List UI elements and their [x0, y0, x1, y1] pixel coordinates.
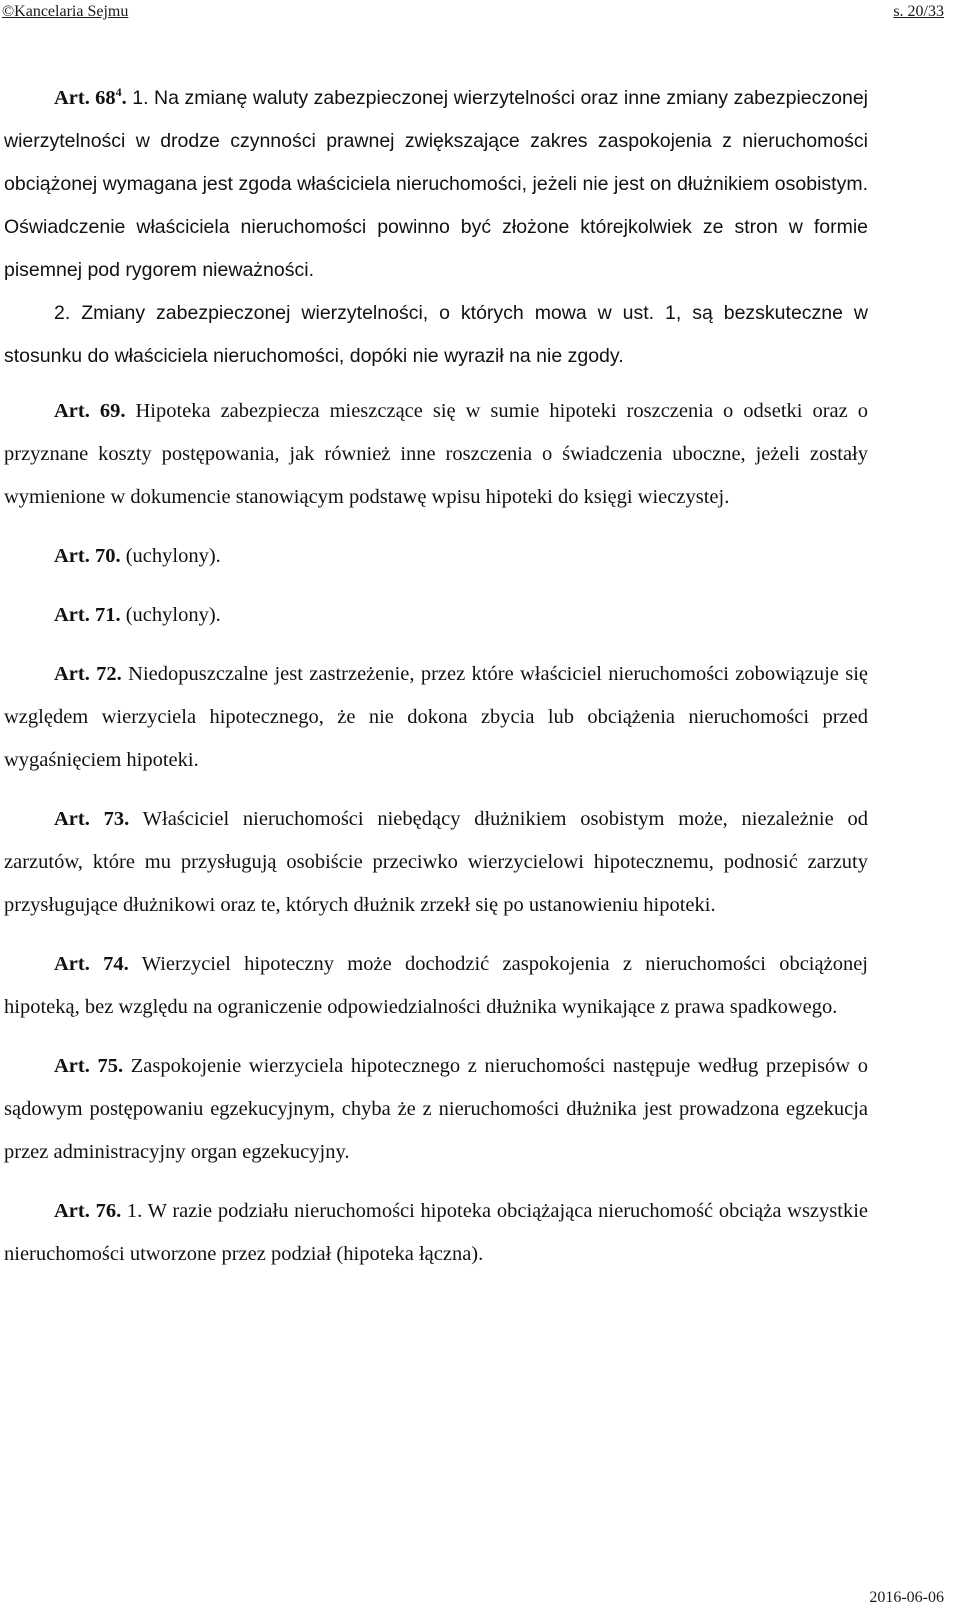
article-number: Art. 73.	[54, 808, 130, 830]
article-text: Niedopuszczalne jest zastrzeżenie, przez które właściciel nieruchomości zobowiązuje się względem wierzyciela hipotecznego, że nie dokona zbycia lub obciążenia nieruchomości przed wygaśnięciem hipoteki.	[4, 663, 868, 771]
article-number: Art. 69.	[54, 400, 126, 422]
article-70	[4, 535, 868, 578]
source-label: ©Kancelaria Sejmu	[2, 3, 129, 20]
article-76	[4, 1190, 868, 1276]
article-text: 1. Na zmianę waluty zabezpieczonej wierzytelności oraz inne zmiany zabezpieczonej wierzytelności w drodze czynności prawnej zwiększające zakres zaspokojenia z nieruchomości obciążonej wymagana jest zgoda właściciela nieruchomości, jeżeli nie jest on dłużnikiem osobistym. Oświadczenie właściciela nieruchomości powinno być złożone którejkolwiek ze stron w formie pisemnej pod rygorem nieważności.	[4, 87, 868, 281]
article-69	[4, 390, 868, 519]
article-75	[4, 1045, 868, 1174]
article-73	[4, 798, 868, 927]
article-74	[4, 943, 868, 1029]
article-text: 1. W razie podziału nieruchomości hipoteka obciążająca nieruchomość obciąża wszystkie nieruchomości utworzone przez podział (hipoteka łączna).	[4, 1200, 869, 1265]
article-number: Art. 72.	[54, 663, 122, 685]
article-text: Wierzyciel hipoteczny może dochodzić zaspokojenia z nieruchomości obciążonej hipoteką, bez względu na ograniczenie odpowiedzialności dłużnika wynikające z prawa spadkowego.	[4, 953, 868, 1018]
article-text: (uchylony).	[120, 545, 221, 567]
article-72	[4, 653, 868, 782]
article-number: Art. 71.	[54, 604, 121, 626]
article-number: Art. 75.	[54, 1055, 124, 1077]
article-text: Zaspokojenie wierzyciela hipotecznego z nieruchomości następuje według przepisów o sądowym postępowaniu egzekucyjnym, chyba że z nieruchomości dłużnika jest prowadzona egzekucja przez administracyjny organ egzekucyjny.	[4, 1055, 868, 1163]
article-text: (uchylony).	[120, 604, 221, 626]
article-text: Hipoteka zabezpiecza mieszczące się w sumie hipoteki roszczenia o odsetki oraz o przyznane koszty postępowania, jak również inne roszczenia o świadczenia uboczne, jeżeli zostały wymienione w dokumencie stanowiącym podstawę wpisu hipoteki do księgi wieczystej.	[4, 400, 868, 508]
article-number: Art. 70.	[54, 545, 121, 567]
page-header	[2, 2, 944, 24]
article-68-4-par-1	[4, 77, 868, 292]
document-body	[4, 77, 868, 1276]
article-number: Art. 74.	[54, 953, 129, 975]
article-68-4-par-2: 2. Zmiany zabezpieczonej wierzytelności, o których mowa w ust. 1, są bezskuteczne w stosunku do właściciela nieruchomości, dopóki nie wyraził na nie zgody.	[4, 302, 868, 367]
article-71	[4, 594, 868, 637]
article-number: Art. 76.	[54, 1200, 122, 1222]
article-text: Właściciel nieruchomości niebędący dłużnikiem osobistym może, niezależnie od zarzutów, które mu przysługują osobiście przeciwko wierzycielowi hipotecznemu, podnosić zarzuty przysługujące dłużnikowi oraz te, których dłużnik zrzekł się po ustanowieniu hipoteki.	[4, 808, 868, 916]
page-footer-date: 2016-06-06	[869, 1589, 944, 1606]
page-number: s. 20/33	[893, 3, 944, 20]
article-number: Art. $68^4$.	[54, 85, 127, 109]
